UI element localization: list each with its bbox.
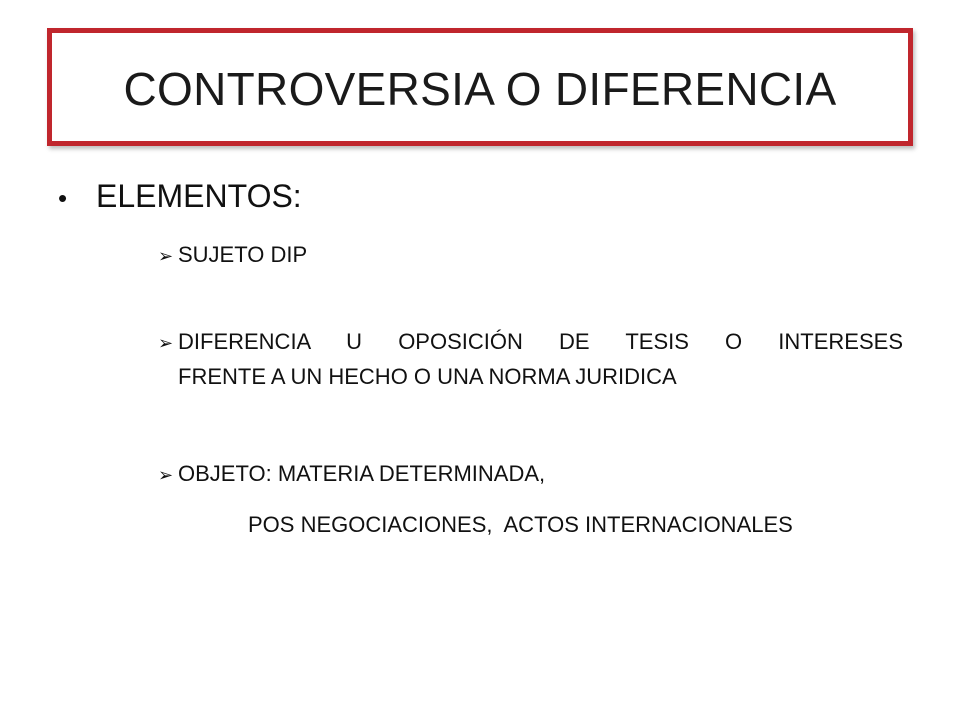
slide-title: CONTROVERSIA O DIFERENCIA [123,63,837,115]
arrow-bullet-icon: ➢ [158,246,174,266]
sub-item-line-2: FRENTE A UN HECHO O UNA NORMA JURIDICA [178,364,677,389]
sub-item-text: SUJETO DIP [178,242,308,267]
arrow-bullet-icon: ➢ [158,465,174,485]
sub-item-sujeto [158,238,903,273]
sub-item-text: DIFERENCIA U OPOSICIÓN DE TESIS O INTERESES [178,329,903,354]
bullet-dot-icon: • [58,183,68,213]
sub-item-text: OBJETO: MATERIA DETERMINADA, [178,461,546,486]
bullet-label: ELEMENTOS: [96,178,302,214]
sub-item-diferencia [158,325,903,394]
title-box [47,28,913,146]
sub-item-objeto-continuation: POS NEGOCIACIONES, ACTOS INTERNACIONALES [248,512,793,537]
sub-item-line-1 [158,325,903,360]
bullet-elementos [58,178,302,215]
sub-item-objeto [158,457,903,492]
arrow-bullet-icon: ➢ [158,333,174,353]
